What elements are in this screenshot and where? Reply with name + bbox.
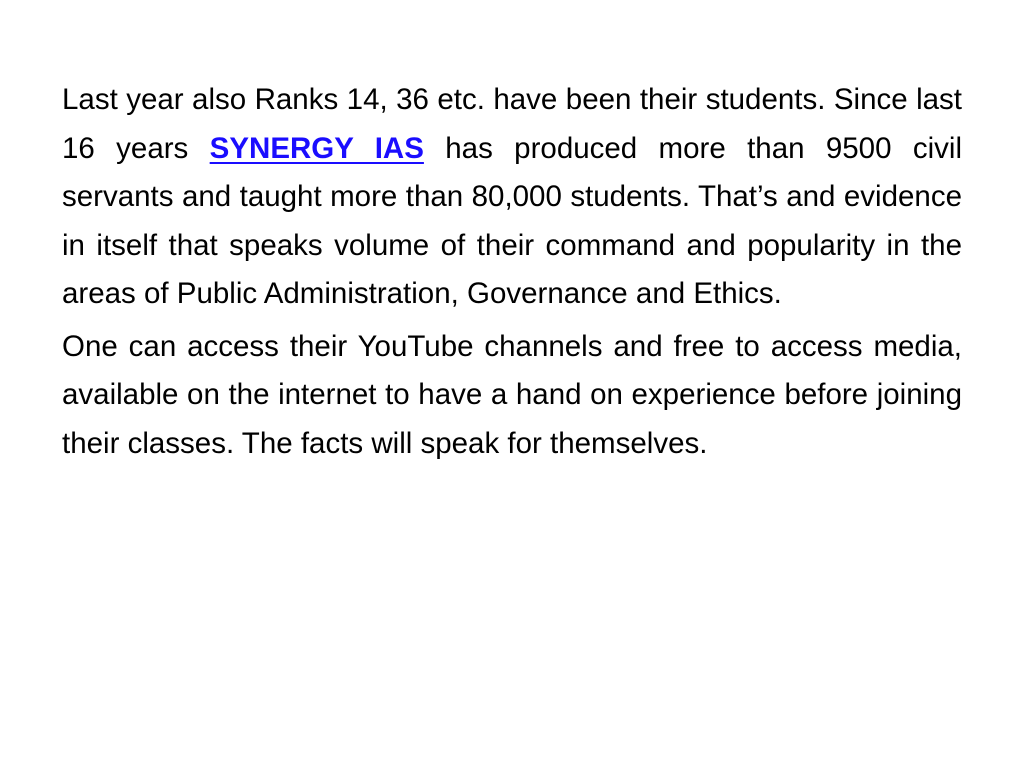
paragraph-youtube: One can access their YouTube channels and free to access media, available on the internet to have a hand on experience before joining their classes. The facts will speak for themselves. <box>62 329 962 460</box>
paragraph-ranks-text-after: has produced more than 9500 civil servants and taught more than 80,000 students. That’s and evidence in itself that speaks volume of their command and popularity in the areas of Public Administration, Governance and Ethics. <box>62 131 963 310</box>
paragraph-ranks-text-before: Last year also Ranks 14, 36 etc. have been their students. Since last 16 years <box>62 83 962 165</box>
paragraph-ranks <box>62 76 962 319</box>
slide-body <box>62 76 962 472</box>
synergy-ias-link[interactable]: SYNERGY IAS <box>209 131 424 165</box>
